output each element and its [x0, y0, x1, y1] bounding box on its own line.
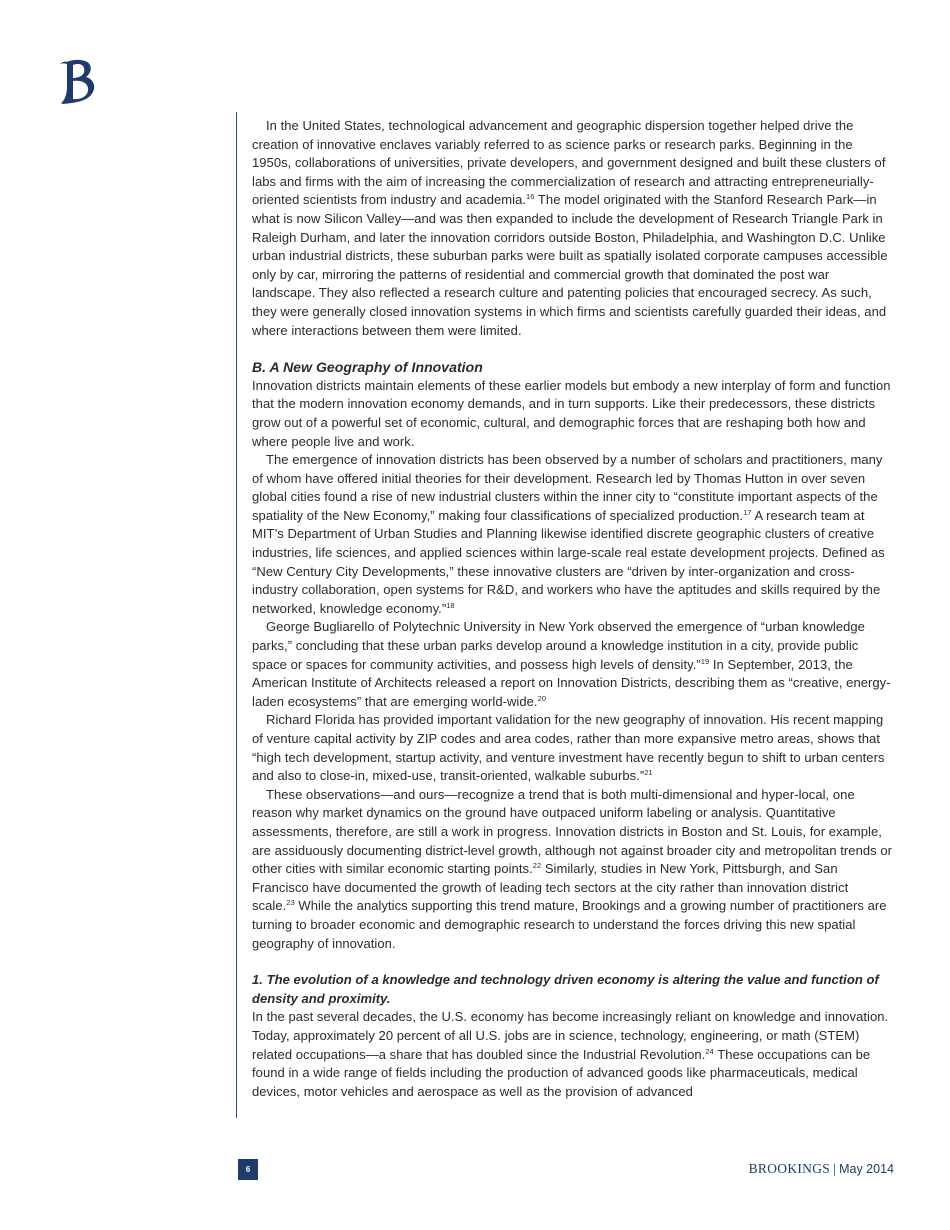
- footnote-ref: 19: [700, 656, 710, 666]
- paragraph: In the past several decades, the U.S. economy has become increasingly reliant on knowledge and innovation. Today, approximately 20 percent of all U.S. jobs are in science, technology, engineering, or math (STEM) related occupations—a share that has doubled since the Industrial Revolution.$^{24}$ These occupations can be found in a wide range of fields including the production of advanced goods like pharmaceuticals, medical devices, motor vehicles and aerospace as well as the provision of advanced: [252, 1009, 889, 1099]
- footnote-ref: 17: [743, 507, 752, 517]
- paragraph: George Bugliarello of Polytechnic University in New York observed the emergence of “urban knowledge parks,” concluding that these urban parks develop around a knowledge institution in a city, provide public space or spaces for community activities, and possess high levels of density.”$^{19}$ In September, 2013, the American Institute of Architects released a report on Innovation Districts, describing them as “creative, energy-laden ecosystems” that are emerging world-wide.$^{20}$: [252, 619, 891, 709]
- paragraph: Richard Florida has provided important validation for the new geography of innovation. His recent mapping of venture capital activity by ZIP codes and area codes, rather than more expansive metro areas, shows that “high tech development, startup activity, and venture investment have recently begun to shift to urban centers and also to close-in, mixed-use, transit-oriented, walkable suburbs.”$^{21}$: [252, 712, 885, 784]
- brookings-logo-icon: [57, 58, 97, 106]
- footnote-ref: 24: [705, 1046, 714, 1056]
- footnote-ref: 20: [537, 693, 547, 703]
- paragraph: In the United States, technological advancement and geographic dispersion together helped drive the creation of innovative enclaves variably referred to as science parks or research parks. Beginning in the 1950s, collaborations of universities, private developers, and government designed and built these clusters of labs and firms with the aim of increasing the commercialization of research and attracting entrepreneurially-oriented scientists from industry and academia.$^{16}$ The model originated with the Stanford Research Park—in what is now Silicon Valley—and was then expanded to include the development of Research Triangle Park in Raleigh Durham, and later the innovation corridors outside Boston, Philadelphia, and Washington D.C. Unlike urban industrial districts, these suburban parks were built as spatially isolated corporate campuses accessible only by car, mirroring the patterns of residential and commercial growth that dominated the post war landscape. They also reflected a research culture and patenting policies that encouraged secrecy. As such, they were generally closed innovation systems in which firms and scientists carefully guarded their ideas, and where interactions between them were limited.: [252, 118, 888, 338]
- paragraph: The emergence of innovation districts has been observed by a number of scholars and practitioners, many of whom have offered initial theories for their development. Research led by Thomas Hutton in over seven global cities found a rise of new industrial clusters within the inner city to “constitute important aspects of the spatiality of the New Economy,” making four classifications of specialized production.$^{17}$ A research team at MIT’s Department of Urban Studies and Planning likewise identified discrete geographic clusters of creative industries, life sciences, and applied sciences within large-scale real estate development projects. Defined as “New Century City Developments,” these innovative clusters are “driven by inter-organization and cross-industry collaboration, open systems for R&D, and workers who have the aptitudes and skills required by the networked, knowledge economy.”$^{18}$: [252, 452, 885, 616]
- footnote-ref: 18: [446, 600, 455, 610]
- subsection-heading: 1. The evolution of a knowledge and technology driven economy is altering the value and function of density and proximity.: [252, 972, 879, 1006]
- footnote-ref: 23: [286, 898, 295, 908]
- paragraph: These observations—and ours—recognize a trend that is both multi-dimensional and hyper-local, one reason why market dynamics on the ground have outpaced uniform labeling or analysis. Quantitative assessments, therefore, are still a work in progress. Innovation districts in Boston and St. Louis, for example, are assiduously documenting district-level growth, although not against broader city and metropolitan trends or other cities with similar economic starting points.$^{22}$ Similarly, studies in New York, Pittsburgh, and San Francisco have documented the growth of leading tech sectors at the city rather than innovation district scale.$^{23}$ While the analytics supporting this trend mature, Brookings and a growing number of practitioners are turning to broader economic and demographic research to understand the forces driving this new spatial geography of innovation.: [252, 786, 893, 951]
- page-number: 6: [238, 1159, 258, 1180]
- footnote-ref: 22: [532, 861, 542, 871]
- footnote-ref: 21: [644, 768, 653, 778]
- paragraph: Innovation districts maintain elements of these earlier models but embody a new interplay of form and function that the modern innovation economy demands, and in turn supports. Like their predecessors, these districts grow out of a powerful set of economic, cultural, and demographic forces that are reshaping both how and where people live and work.: [252, 377, 891, 449]
- article-body: [252, 117, 894, 1101]
- margin-rule: [236, 112, 237, 1118]
- footnote-ref: 16: [526, 192, 535, 202]
- footer-brand: BROOKINGS | May 2014: [748, 1161, 894, 1176]
- section-heading: B. A New Geography of Innovation: [252, 359, 483, 376]
